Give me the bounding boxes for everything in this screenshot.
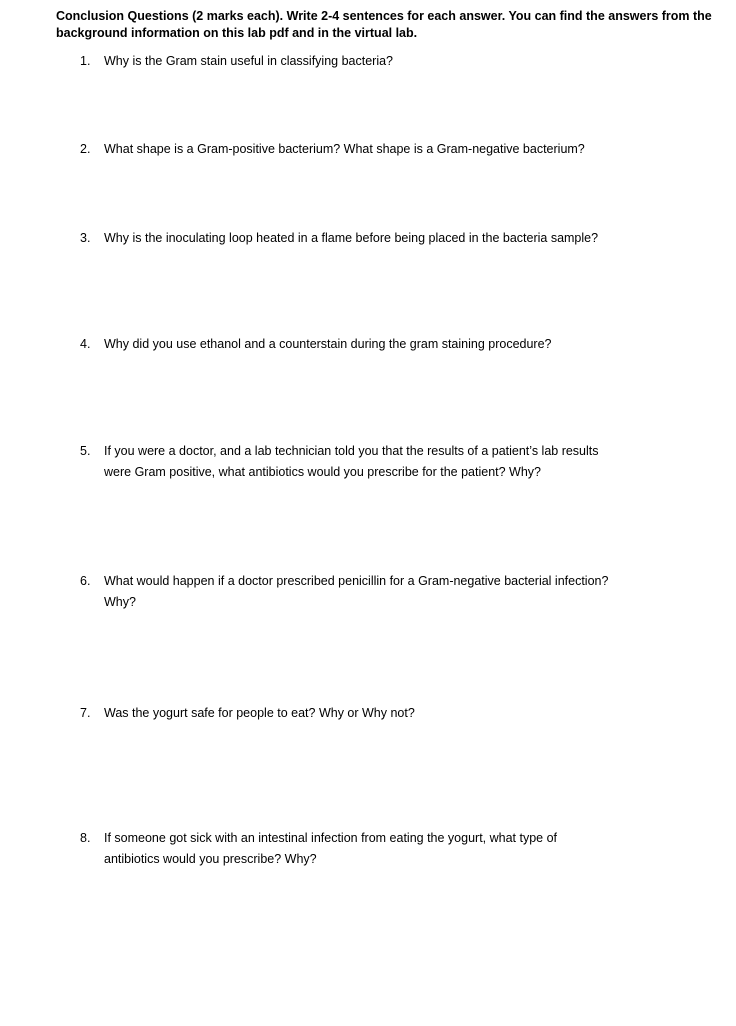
question-number: 4. <box>80 337 91 351</box>
question-text-line-2: antibiotics would you prescribe? Why? <box>104 852 317 866</box>
question-number: 2. <box>80 142 91 156</box>
question-1 <box>80 51 680 72</box>
question-6 <box>80 571 680 613</box>
question-text-line-1: If someone got sick with an intestinal infection from eating the yogurt, what type of <box>104 831 558 845</box>
question-number: 6. <box>80 574 91 588</box>
question-7 <box>80 703 680 724</box>
question-2 <box>80 139 680 160</box>
question-text-line-2: were Gram positive, what antibiotics would you prescribe for the patient? Why? <box>104 465 542 479</box>
question-text: Why did you use ethanol and a counterstain during the gram staining procedure? <box>104 337 552 351</box>
question-text-line-1: What would happen if a doctor prescribed penicillin for a Gram-negative bacterial infection? <box>104 574 609 588</box>
question-text: Why is the Gram stain useful in classifying bacteria? <box>104 54 394 68</box>
instructions-line-2: background information on this lab pdf and in the virtual lab. <box>56 26 418 40</box>
question-text-line-2: Why? <box>104 595 136 609</box>
question-number: 8. <box>80 831 91 845</box>
question-4 <box>80 334 680 355</box>
question-number: 7. <box>80 706 91 720</box>
question-5 <box>80 441 680 483</box>
question-number: 5. <box>80 444 91 458</box>
question-text: Why is the inoculating loop heated in a flame before being placed in the bacteria sample? <box>104 231 599 245</box>
instructions-line-1: Conclusion Questions (2 marks each). Write 2-4 sentences for each answer. You can find the answers from the <box>56 9 712 23</box>
question-number: 3. <box>80 231 91 245</box>
question-3 <box>80 228 680 249</box>
question-text-line-1: If you were a doctor, and a lab technician told you that the results of a patient’s lab results <box>104 444 599 458</box>
question-text: Was the yogurt safe for people to eat? Why or Why not? <box>104 706 415 720</box>
question-8 <box>80 828 680 870</box>
question-number: 1. <box>80 54 91 68</box>
instructions-header <box>56 8 728 42</box>
question-text: What shape is a Gram-positive bacterium? What shape is a Gram-negative bacterium? <box>104 142 585 156</box>
